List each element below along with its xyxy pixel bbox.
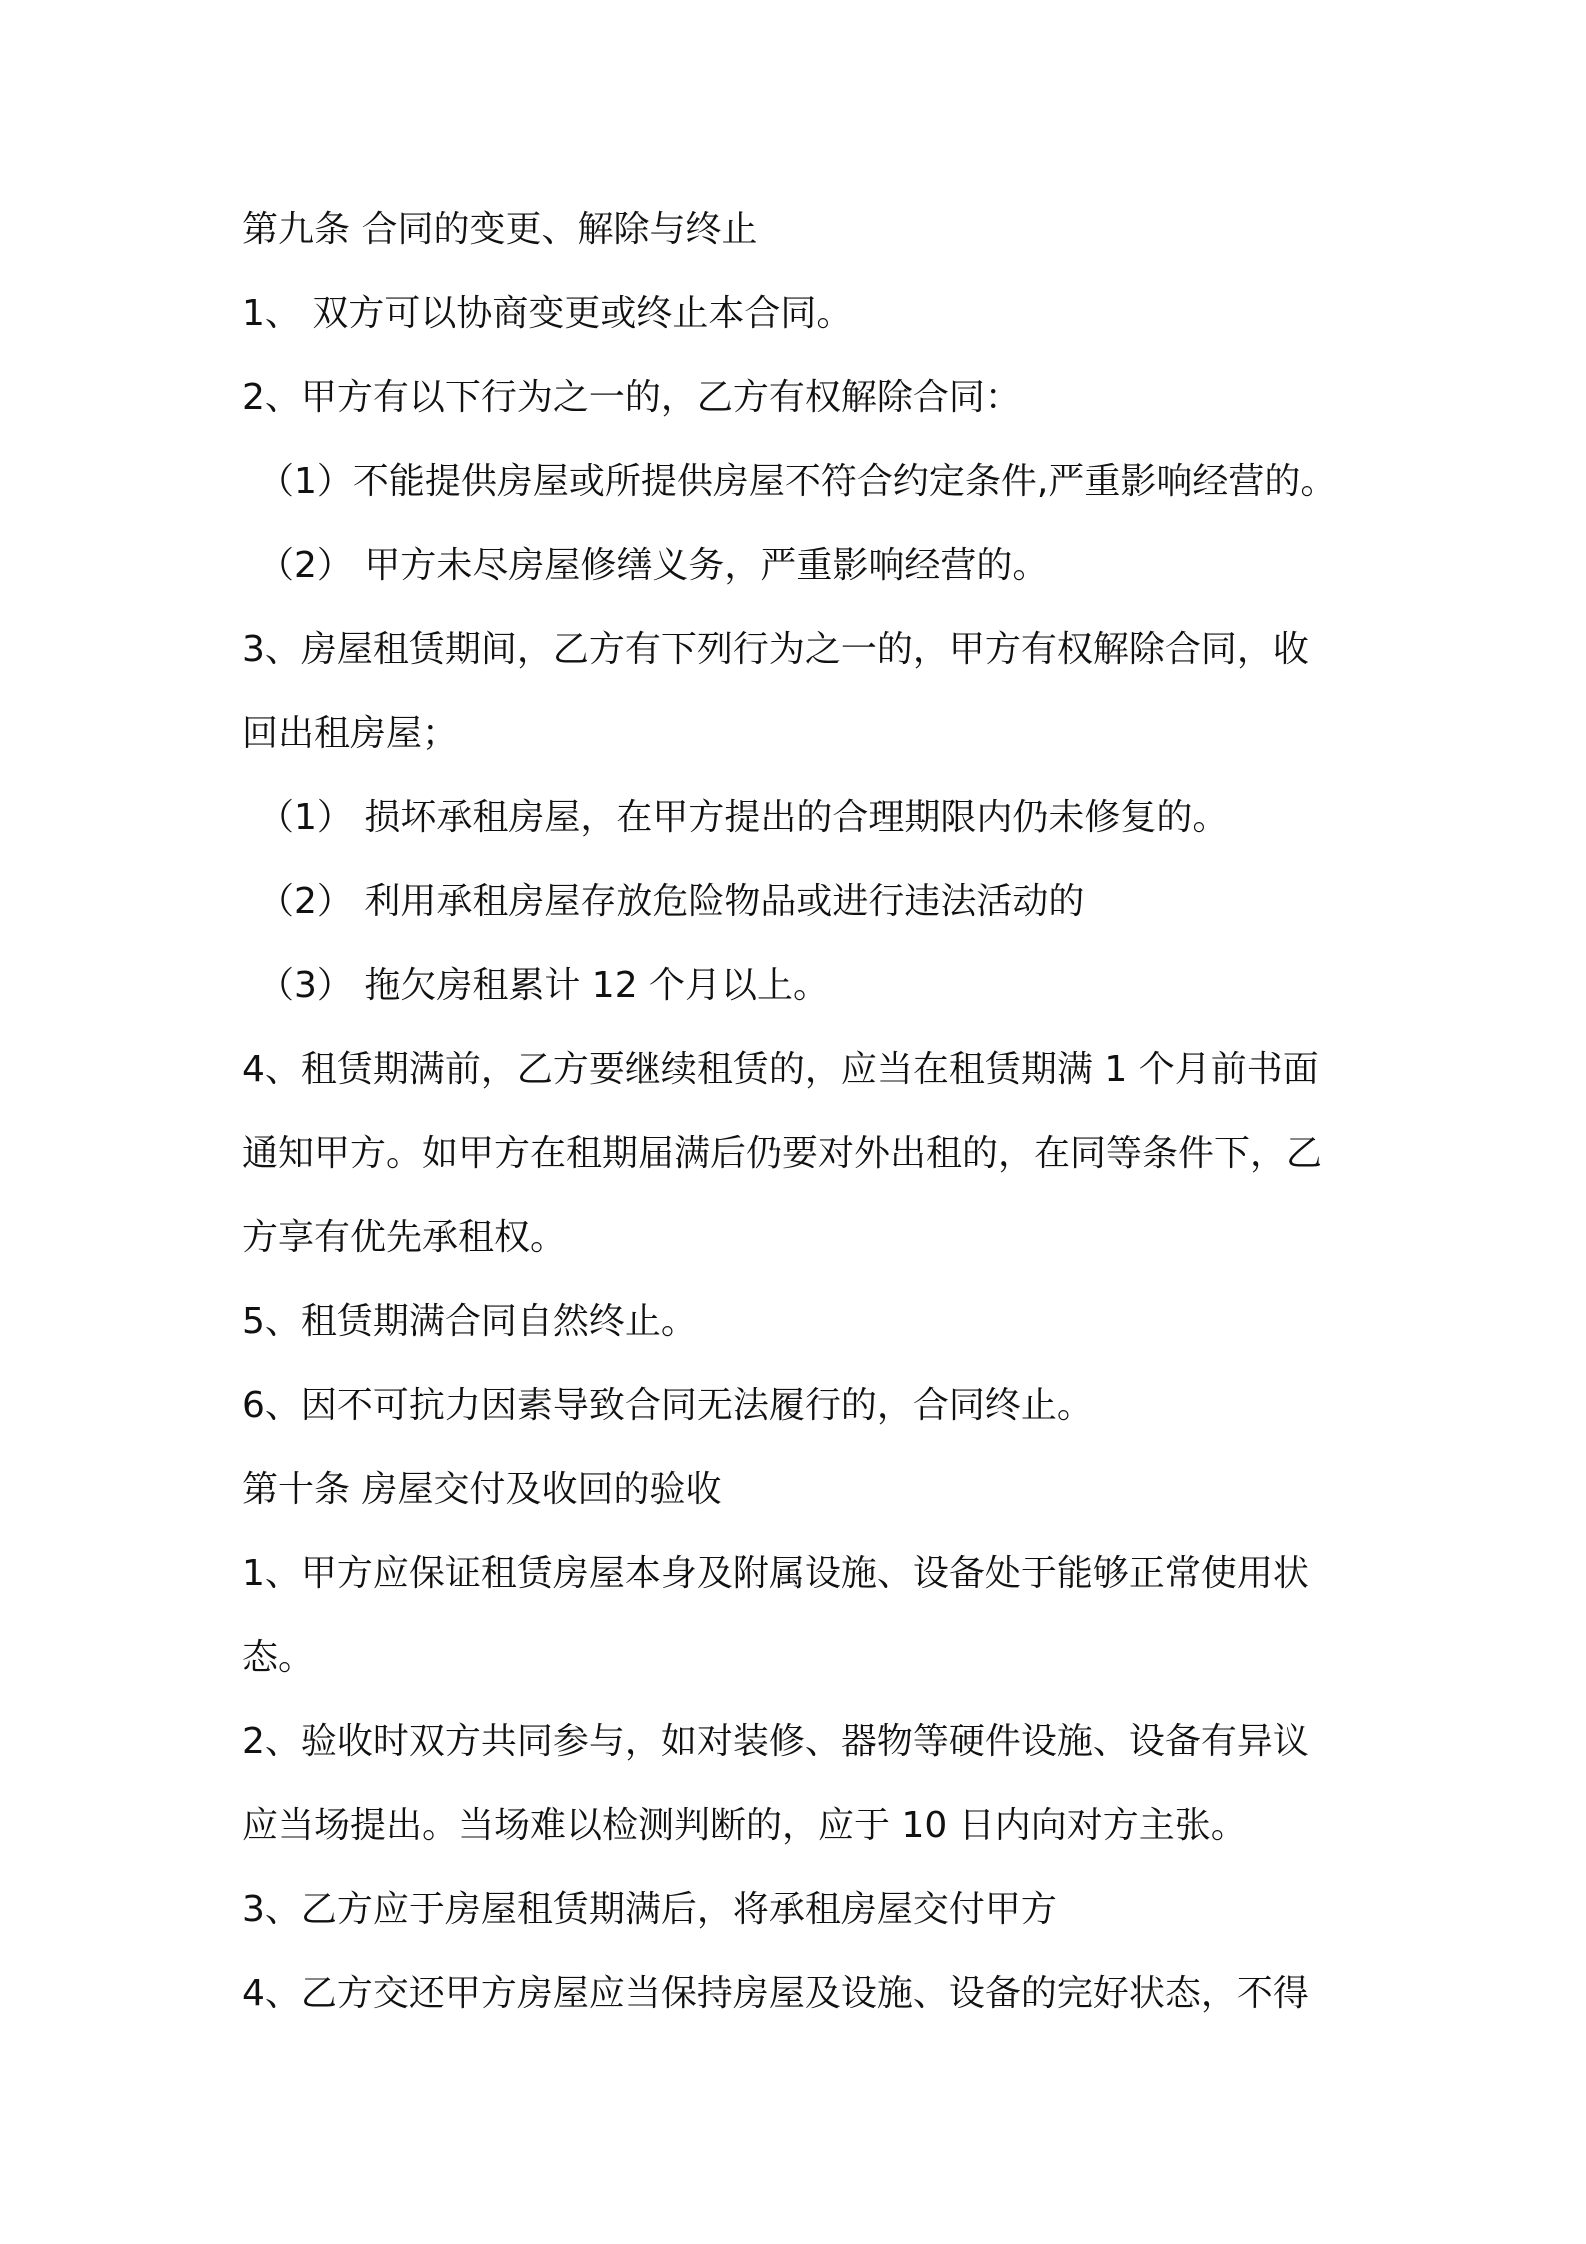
heading-article-9: 第九条 合同的变更、解除与终止 (242, 209, 758, 250)
paragraph-line: 2、甲方有以下行为之一的，乙方有权解除合同： (242, 377, 1021, 418)
paragraph-line: 4、租赁期满前，乙方要继续租赁的，应当在租赁期满 1 个月前书面 (242, 1049, 1319, 1090)
paragraph-line: 态。 (242, 1637, 315, 1678)
paragraph-line: 4、乙方交还甲方房屋应当保持房屋及设施、设备的完好状态，不得 (242, 1973, 1309, 2014)
sub-item-line: （3） 拖欠房租累计 12 个月以上。 (258, 965, 830, 1006)
paragraph-line: 6、因不可抗力因素导致合同无法履行的，合同终止。 (242, 1385, 1093, 1426)
sub-item-line: （2） 甲方未尽房屋修缮义务，严重影响经营的。 (258, 545, 1049, 586)
sub-item-line: （1）不能提供房屋或所提供房屋不符合约定条件,严重影响经营的。 (258, 461, 1337, 502)
paragraph-line: 回出租房屋； (242, 713, 459, 754)
heading-article-10: 第十条 房屋交付及收回的验收 (242, 1469, 722, 1510)
paragraph-line: 应当场提出。当场难以检测判断的，应于 10 日内向对方主张。 (242, 1805, 1247, 1846)
paragraph-line: 1、甲方应保证租赁房屋本身及附属设施、设备处于能够正常使用状 (242, 1553, 1309, 1594)
paragraph-line: 通知甲方。如甲方在租期届满后仍要对外出租的，在同等条件下，乙 (242, 1133, 1323, 1174)
sub-item-line: （2） 利用承租房屋存放危险物品或进行违法活动的 (258, 881, 1085, 922)
paragraph-line: 3、乙方应于房屋租赁期满后，将承租房屋交付甲方 (242, 1889, 1057, 1930)
paragraph-line: 5、租赁期满合同自然终止。 (242, 1301, 697, 1342)
paragraph-line: 方享有优先承租权。 (242, 1217, 567, 1258)
sub-item-line: （1） 损坏承租房屋，在甲方提出的合理期限内仍未修复的。 (258, 797, 1229, 838)
paragraph-line: 3、房屋租赁期间，乙方有下列行为之一的，甲方有权解除合同，收 (242, 629, 1309, 670)
paragraph-line: 1、 双方可以协商变更或终止本合同。 (242, 293, 853, 334)
paragraph-line: 2、验收时双方共同参与，如对装修、器物等硬件设施、设备有异议 (242, 1721, 1309, 1762)
